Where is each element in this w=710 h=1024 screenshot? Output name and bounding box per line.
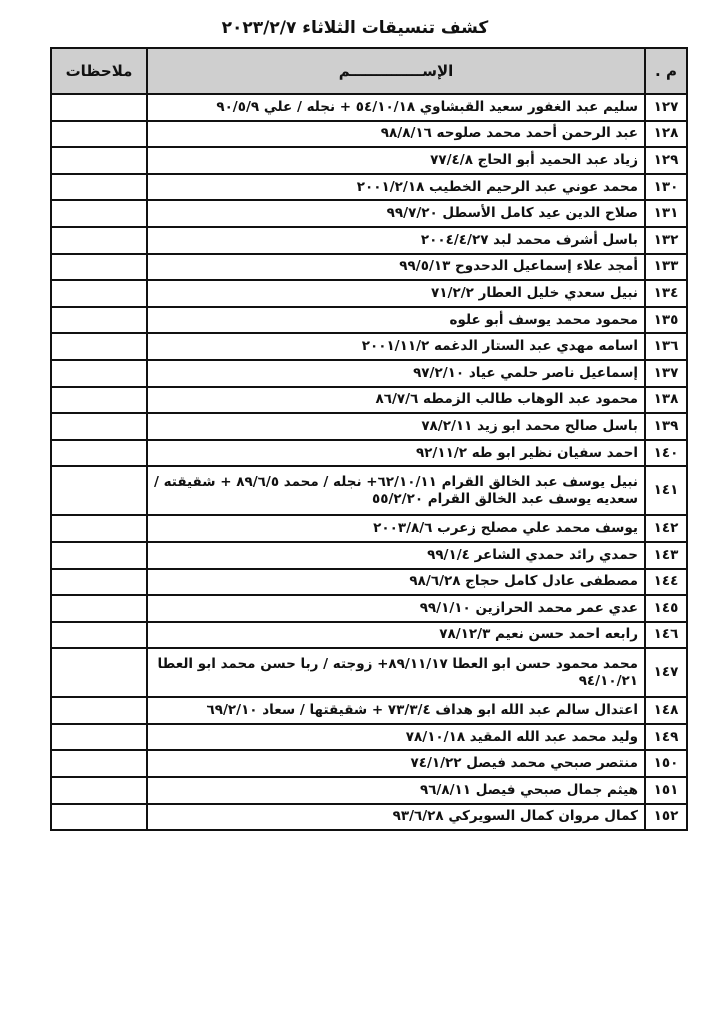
row-name: يوسف محمد علي مصلح زعرب ٢٠٠٣/٨/٦ (147, 515, 645, 542)
row-number: ١٤٥ (645, 595, 687, 622)
row-number: ١٣٨ (645, 387, 687, 414)
row-number: ١٤٣ (645, 542, 687, 569)
row-notes (51, 121, 147, 148)
row-name: أمجد علاء إسماعيل الدحدوح ٩٩/٥/١٣ (147, 254, 645, 281)
row-notes (51, 804, 147, 831)
row-notes (51, 360, 147, 387)
row-number: ١٥١ (645, 777, 687, 804)
row-number: ١٢٩ (645, 147, 687, 174)
row-number: ١٣٦ (645, 333, 687, 360)
table-row (51, 333, 687, 360)
table-row (51, 413, 687, 440)
row-number: ١٢٨ (645, 121, 687, 148)
row-name: محمد عوني عبد الرحيم الخطيب ٢٠٠١/٢/١٨ (147, 174, 645, 201)
row-number: ١٤٧ (645, 648, 687, 697)
row-number: ١٥٢ (645, 804, 687, 831)
table-row (51, 804, 687, 831)
row-notes (51, 333, 147, 360)
row-notes (51, 648, 147, 697)
row-notes (51, 569, 147, 596)
table-row (51, 542, 687, 569)
table-body (51, 94, 687, 830)
row-name: محمود محمد يوسف أبو علوه (147, 307, 645, 334)
row-number: ١٤٩ (645, 724, 687, 751)
row-notes (51, 147, 147, 174)
table-row (51, 387, 687, 414)
table-row (51, 200, 687, 227)
header-number: م . (645, 48, 687, 94)
row-notes (51, 174, 147, 201)
row-notes (51, 724, 147, 751)
row-name: محمود عبد الوهاب طالب الزمطه ٨٦/٧/٦ (147, 387, 645, 414)
table-row (51, 227, 687, 254)
row-number: ١٢٧ (645, 94, 687, 121)
table-row (51, 648, 687, 697)
table-row (51, 360, 687, 387)
row-name: نبيل يوسف عبد الخالق القرام ٦٢/١٠/١١+ نجله / محمد ٨٩/٦/٥ + شقيقته / سعديه يوسف عبد الخالق القرام ٥٥/٢/٢٠ (147, 466, 645, 515)
row-name: حمدي رائد حمدي الشاعر ٩٩/١/٤ (147, 542, 645, 569)
row-notes (51, 440, 147, 467)
row-notes (51, 542, 147, 569)
row-name: محمد محمود حسن ابو العطا ٨٩/١١/١٧+ زوجته / ربا حسن محمد ابو العطا ٩٤/١٠/٢١ (147, 648, 645, 697)
row-name: وليد محمد عبد الله المقيد ٧٨/١٠/١٨ (147, 724, 645, 751)
row-name: عبد الرحمن أحمد محمد صلوحه ٩٨/٨/١٦ (147, 121, 645, 148)
row-number: ١٤٢ (645, 515, 687, 542)
row-notes (51, 466, 147, 515)
table-row (51, 515, 687, 542)
row-number: ١٥٠ (645, 750, 687, 777)
table-row (51, 254, 687, 281)
table-row (51, 174, 687, 201)
row-number: ١٣٠ (645, 174, 687, 201)
table-row (51, 440, 687, 467)
names-table (50, 47, 688, 831)
row-number: ١٤٦ (645, 622, 687, 649)
row-notes (51, 595, 147, 622)
row-notes (51, 227, 147, 254)
table-row (51, 595, 687, 622)
row-name: اعتدال سالم عبد الله ابو هداف ٧٣/٣/٤ + شقيقتها / سعاد ٦٩/٢/١٠ (147, 697, 645, 724)
table-row (51, 622, 687, 649)
table-row (51, 147, 687, 174)
table-row (51, 569, 687, 596)
row-number: ١٣٩ (645, 413, 687, 440)
table-row (51, 280, 687, 307)
table-row (51, 121, 687, 148)
row-notes (51, 307, 147, 334)
row-name: زياد عبد الحميد أبو الحاج ٧٧/٤/٨ (147, 147, 645, 174)
row-name: هيثم جمال صبحي فيصل ٩٦/٨/١١ (147, 777, 645, 804)
row-number: ١٣٧ (645, 360, 687, 387)
row-notes (51, 622, 147, 649)
row-name: إسماعيل ناصر حلمي عياد ٩٧/٢/١٠ (147, 360, 645, 387)
row-name: كمال مروان كمال السويركي ٩٣/٦/٢٨ (147, 804, 645, 831)
row-name: احمد سفيان نظير ابو طه ٩٢/١١/٢ (147, 440, 645, 467)
row-notes (51, 387, 147, 414)
row-number: ١٤٨ (645, 697, 687, 724)
row-notes (51, 413, 147, 440)
row-notes (51, 200, 147, 227)
row-name: عدي عمر محمد الحرازين ٩٩/١/١٠ (147, 595, 645, 622)
table-row (51, 777, 687, 804)
row-number: ١٣٢ (645, 227, 687, 254)
table-header-row (51, 48, 687, 94)
table-row (51, 697, 687, 724)
row-name: منتصر صبحي محمد فيصل ٧٤/١/٢٢ (147, 750, 645, 777)
header-name: الإســــــــــــــم (147, 48, 645, 94)
row-number: ١٣٥ (645, 307, 687, 334)
row-number: ١٤٠ (645, 440, 687, 467)
row-number: ١٣٣ (645, 254, 687, 281)
row-number: ١٤١ (645, 466, 687, 515)
table-row (51, 750, 687, 777)
row-number: ١٤٤ (645, 569, 687, 596)
row-name: رابعه احمد حسن نعيم ٧٨/١٢/٣ (147, 622, 645, 649)
header-notes: ملاحظات (51, 48, 147, 94)
table-row (51, 724, 687, 751)
table-row (51, 466, 687, 515)
row-notes (51, 254, 147, 281)
row-name: باسل صالح محمد ابو زيد ٧٨/٢/١١ (147, 413, 645, 440)
row-number: ١٣١ (645, 200, 687, 227)
row-notes (51, 697, 147, 724)
row-notes (51, 750, 147, 777)
row-notes (51, 280, 147, 307)
row-name: نبيل سعدي خليل العطار ٧١/٢/٢ (147, 280, 645, 307)
row-name: اسامه مهدي عبد الستار الدغمه ٢٠٠١/١١/٢ (147, 333, 645, 360)
row-notes (51, 94, 147, 121)
row-name: سليم عبد الغفور سعيد القبشاوي ٥٤/١٠/١٨ + نجله / علي ٩٠/٥/٩ (147, 94, 645, 121)
table-row (51, 307, 687, 334)
document-title: كشف تنسيقات الثلاثاء ٢٠٢٣/٢/٧ (221, 18, 489, 38)
row-name: باسل أشرف محمد لبد ٢٠٠٤/٤/٢٧ (147, 227, 645, 254)
row-notes (51, 777, 147, 804)
row-name: مصطفى عادل كامل حجاج ٩٨/٦/٢٨ (147, 569, 645, 596)
row-notes (51, 515, 147, 542)
table-row (51, 94, 687, 121)
row-name: صلاح الدين عيد كامل الأسطل ٩٩/٧/٢٠ (147, 200, 645, 227)
row-number: ١٣٤ (645, 280, 687, 307)
